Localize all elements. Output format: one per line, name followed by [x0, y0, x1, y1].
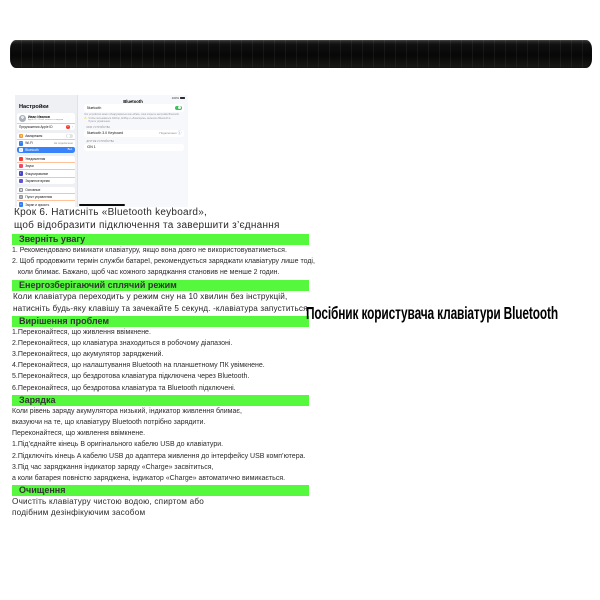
body-line: натисніть будь-яку клавішу та зачекайте 5 секунд. -клавіатура запуститься — [13, 303, 308, 313]
bluetooth-toggle[interactable] — [175, 106, 182, 110]
wifi-icon: ◠ — [19, 141, 23, 146]
profile-subtitle: Apple ID, iCloud, контент и покупки — [28, 118, 64, 121]
manual-text-column — [12, 207, 315, 518]
body-line: Переконайтеся, що живлення ввімкнене. — [12, 430, 146, 438]
body-line: Коли рівень заряду акумулятора низький, індикатор живлення блимає, — [12, 407, 242, 415]
other-devices-label: ДРУГИЕ УСТРОЙСТВА — [86, 139, 115, 143]
other-device-row[interactable]: ION 1 — [84, 144, 184, 152]
device-status: Подключено — [159, 131, 177, 136]
body-line: 5.Переконайтеся, що бездротова клавіатура підключена через Bluetooth. — [12, 373, 250, 381]
body-line: 2. Щоб продовжити термін служби батареї, рекомендується заряджати клавіатуру лише тоді, — [12, 258, 315, 266]
body-line: 1.Переконайтеся, що живлення ввімкнене. — [12, 328, 151, 336]
section-header-cleaning: Очищення — [12, 485, 309, 496]
chevron-right-icon: › — [71, 125, 73, 130]
section-header-sleep-mode: Енергозберігаючий сплячий режим — [12, 280, 309, 291]
profile-card — [17, 113, 75, 130]
body-line: коли блимає. Бажано, щоб час кожного заряджання становив не менше 2 годин. — [18, 269, 280, 277]
apple-id-suggestions-row[interactable]: Предложения Apple ID 1 › — [17, 123, 75, 130]
airplane-icon: ✈ — [19, 133, 23, 138]
keyboard-product-photo — [10, 40, 592, 68]
body-line: Коли клавіатура переходить у режим сну на 10 хвилин без інструкцій, — [13, 291, 288, 301]
sidebar-group-general — [17, 187, 75, 207]
sidebar-item-focus[interactable]: ☾ Фокусирование — [17, 169, 75, 176]
info-icon[interactable]: ⓘ — [177, 130, 182, 135]
bell-icon — [19, 157, 23, 161]
bluetooth-pane — [78, 102, 188, 207]
paired-device-row[interactable]: Bluetooth 3.0 Keyboard Подключено ⓘ — [84, 130, 184, 138]
body-line: 4.Переконайтеся, що налаштування Bluetooth на планшетному ПК увімкнене. — [12, 362, 265, 370]
airplane-mode-toggle[interactable] — [66, 134, 73, 138]
speaker-icon — [19, 164, 23, 168]
home-indicator — [79, 204, 125, 206]
bluetooth-warning: ⚠ Чтобы пользоваться AirDrop, AirPlay и «Локатором», включите Bluetooth в Пункте управления. — [84, 116, 171, 124]
bluetooth-caption: Это устройство может обнаруживаться как «iPad», пока открыты настройки Bluetooth. — [84, 112, 180, 116]
sidebar-item-sounds[interactable]: Звуки — [17, 162, 75, 169]
my-devices-label: МОИ УСТРОЙСТВА — [86, 125, 111, 129]
sidebar-item-airplane-mode[interactable]: ✈ Авиарежим — [17, 133, 75, 139]
ipad-settings-screenshot — [15, 95, 188, 207]
hourglass-icon — [19, 179, 23, 183]
profile-name: Иван Иванов — [28, 114, 50, 119]
sidebar-item-bluetooth[interactable]: ᛒ Bluetooth Вкл. — [17, 147, 75, 153]
body-line: 6.Переконайтеся, що бездротова клавіатура та Bluetooth підключені. — [12, 384, 236, 392]
section-header-troubleshooting: Вирішення проблем — [12, 316, 309, 327]
battery-percent: 100% — [171, 96, 179, 100]
body-line: 1. Рекомендовано вимикати клавіатуру, якщо вона довго не використовуватиметься. — [12, 247, 287, 254]
sidebar-item-screen-time[interactable]: Экранное время — [17, 177, 75, 184]
section-header-note: Зверніть увагу — [12, 234, 309, 245]
avatar — [19, 115, 26, 122]
sidebar-item-control-center[interactable]: ≡ Пункт управления — [17, 193, 75, 200]
sidebar-item-display-brightness[interactable]: ◐ Экран и яркость — [17, 200, 75, 207]
step-line: щоб відобразити підключення та завершити з’єднання — [14, 219, 280, 231]
sidebar-item-notifications[interactable]: Уведомления — [17, 156, 75, 162]
body-line: 3.Під час заряджання індикатор заряду «Charge» засвітиться, — [12, 463, 214, 471]
body-line: Очистіть клавіатуру чистою водою, спиртом або — [12, 497, 204, 507]
sidebar-item-general[interactable]: ✱ Основные — [19, 187, 41, 192]
sidebar-group-notifications — [17, 156, 75, 185]
bluetooth-toggle-row[interactable]: Bluetooth — [84, 104, 184, 112]
body-line: 1.Під’єднайте кінець B оригінального кабелю USB до клавіатури. — [12, 441, 224, 449]
body-line: подібним дезінфікуючим засобом — [12, 508, 146, 518]
gear-icon: ✱ — [19, 187, 23, 192]
body-line: вказуючи на те, що клавіатуру Bluetooth потрібно зарядити. — [12, 419, 206, 427]
profile-row[interactable] — [17, 113, 75, 123]
moon-icon: ☾ — [19, 171, 23, 176]
notification-badge: 1 — [67, 125, 69, 129]
warning-triangle-icon: ⚠ — [84, 116, 87, 121]
brightness-icon: ◐ — [20, 202, 23, 207]
sidebar-group-connectivity — [17, 133, 75, 153]
section-header-charging: Зарядка — [12, 395, 309, 406]
step-line: Крок 6. Натисніть «Bluetooth keyboard», — [14, 207, 208, 218]
sidebar-item-wifi[interactable]: ◠ Wi-Fi Не подключено — [17, 139, 75, 146]
manual-title: Посібник користувача клавіатури Bluetooth — [306, 303, 558, 323]
bluetooth-icon: ᛒ — [20, 147, 23, 152]
body-line: а коли батарея повністю заряджена, індикатор «Charge» автоматично вимикається. — [12, 475, 286, 483]
settings-title: Настройки — [19, 104, 49, 110]
toggles-icon: ≡ — [20, 195, 23, 200]
body-line: 2.Переконайтеся, що клавіатура знаходиться в робочому діапазоні. — [12, 339, 233, 347]
settings-sidebar — [15, 95, 78, 207]
body-line: 3.Переконайтеся, що акумулятор заряджений. — [12, 351, 164, 359]
bluetooth-nav-title: Bluetooth — [123, 98, 143, 104]
body-line: 2.Підключіть кінець A кабелю USB до адаптера живлення до інтерфейсу USB комп’ютера. — [12, 452, 306, 460]
